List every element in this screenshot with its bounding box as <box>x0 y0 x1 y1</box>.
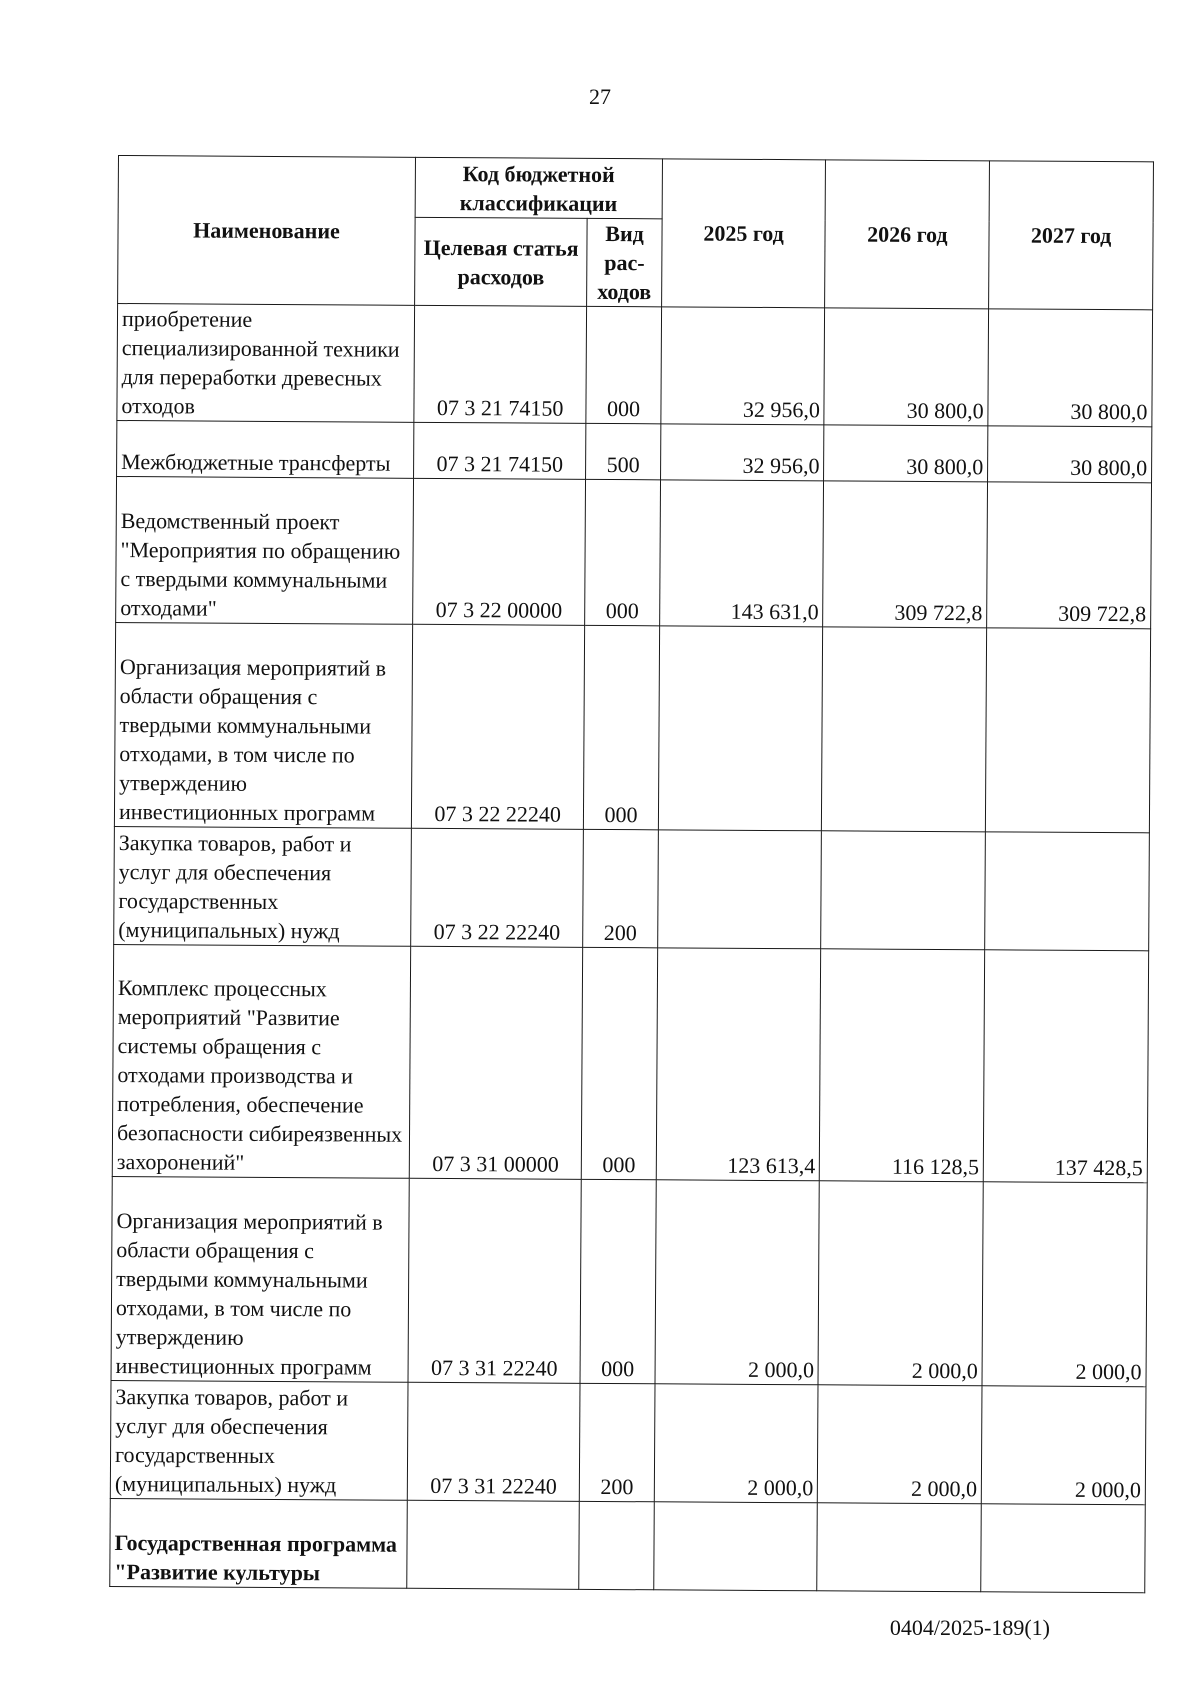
row-value-2025: 123 613,4 <box>656 948 821 1181</box>
row-value-2026: 309 722,8 <box>823 481 988 628</box>
table-row <box>114 826 1150 950</box>
row-value-2027 <box>985 832 1149 951</box>
header-year-2026: 2026 год <box>825 160 990 309</box>
row-value-2025: 32 956,0 <box>660 424 824 481</box>
row-expense-type <box>579 1501 654 1589</box>
row-value-2025: 143 631,0 <box>659 480 824 627</box>
row-value-2027: 309 722,8 <box>987 482 1152 629</box>
row-value-2025 <box>658 626 823 831</box>
row-expense-type: 200 <box>580 1383 655 1501</box>
row-target-article: 07 3 22 00000 <box>413 478 586 625</box>
row-value-2026: 30 800,0 <box>824 308 988 426</box>
row-value-2026: 2 000,0 <box>818 1181 983 1386</box>
row-target-article: 07 3 21 74150 <box>413 422 586 479</box>
row-value-2025: 32 956,0 <box>661 307 825 425</box>
row-name: Закупка товаров, работ и услуг для обеспечения государственных (муниципальных) нужд <box>110 1380 408 1500</box>
row-name: Закупка товаров, работ и услуг для обеспечения государственных (муниципальных) нужд <box>114 826 412 946</box>
row-value-2027: 137 428,5 <box>983 950 1148 1183</box>
budget-table <box>109 155 1154 1593</box>
row-value-2027 <box>986 628 1151 833</box>
row-target-article: 07 3 21 74150 <box>414 305 587 423</box>
table-row <box>116 476 1152 628</box>
row-target-article: 07 3 31 22240 <box>408 1178 582 1383</box>
header-code-group: Код бюджетной классификации <box>415 157 662 219</box>
row-name: приобретение специализированной техники для переработки древесных отходов <box>117 304 415 423</box>
header-year-2025: 2025 год <box>661 159 826 308</box>
header-target-article: Целевая статья расходов <box>415 217 588 306</box>
row-name: Межбюджетные трансферты <box>117 420 414 478</box>
row-value-2026 <box>821 831 985 950</box>
header-year-2027: 2027 год <box>989 161 1154 310</box>
row-target-article: 07 3 31 22240 <box>407 1382 580 1501</box>
row-target-article: 07 3 22 22240 <box>411 624 585 829</box>
row-expense-type: 200 <box>583 829 658 947</box>
row-value-2027: 2 000,0 <box>982 1182 1147 1387</box>
row-name: Государственная программа "Развитие культуры <box>110 1498 407 1588</box>
row-expense-type: 000 <box>586 306 661 423</box>
table-row <box>110 1380 1146 1504</box>
table-row <box>112 944 1148 1182</box>
header-expense-type: Вид рас-ходов <box>587 218 662 306</box>
row-name: Организация мероприятий в области обращения с твердыми коммунальными отходами, в том числе по утверждению инвестиционных программ <box>111 1176 409 1382</box>
table-row <box>114 622 1150 832</box>
row-target-article: 07 3 31 00000 <box>409 946 583 1179</box>
row-value-2027: 2 000,0 <box>981 1386 1145 1505</box>
row-expense-type: 000 <box>582 947 658 1179</box>
row-value-2027: 30 800,0 <box>988 309 1152 427</box>
row-value-2026 <box>817 1503 981 1592</box>
table-row <box>117 304 1153 427</box>
row-name: Организация мероприятий в области обращения с твердыми коммунальными отходами, в том числе по утверждению инвестиционных программ <box>114 622 412 828</box>
row-value-2026: 116 128,5 <box>820 949 985 1182</box>
table-row <box>110 1498 1146 1592</box>
row-expense-type: 500 <box>586 423 661 479</box>
budget-table-wrapper <box>109 155 1154 1593</box>
row-value-2027 <box>981 1504 1145 1593</box>
row-name: Ведомственный проект "Мероприятия по обращению с твердыми коммунальными отходами" <box>116 476 414 624</box>
header-name: Наименование <box>118 156 416 306</box>
row-name: Комплекс процессных мероприятий "Развитие системы обращения с отходами производства и потребления, обеспечение безопасности сибиреязвенных захоронений" <box>112 944 410 1178</box>
table-row <box>117 420 1152 482</box>
row-value-2025 <box>657 830 821 949</box>
row-value-2026 <box>822 627 987 832</box>
row-value-2025: 2 000,0 <box>654 1384 818 1503</box>
row-expense-type: 000 <box>580 1179 655 1383</box>
row-value-2025 <box>653 1502 817 1591</box>
document-id: 0404/2025-189(1) <box>889 1615 1050 1640</box>
row-target-article <box>407 1500 580 1589</box>
row-value-2026: 30 800,0 <box>824 425 988 482</box>
row-value-2027: 30 800,0 <box>988 426 1152 483</box>
row-expense-type: 000 <box>584 625 659 829</box>
table-row <box>111 1176 1147 1386</box>
row-expense-type: 000 <box>585 479 660 625</box>
row-value-2025: 2 000,0 <box>655 1180 820 1385</box>
page-number: 27 <box>589 84 611 109</box>
row-target-article: 07 3 22 22240 <box>411 828 584 947</box>
row-value-2026: 2 000,0 <box>818 1385 982 1504</box>
